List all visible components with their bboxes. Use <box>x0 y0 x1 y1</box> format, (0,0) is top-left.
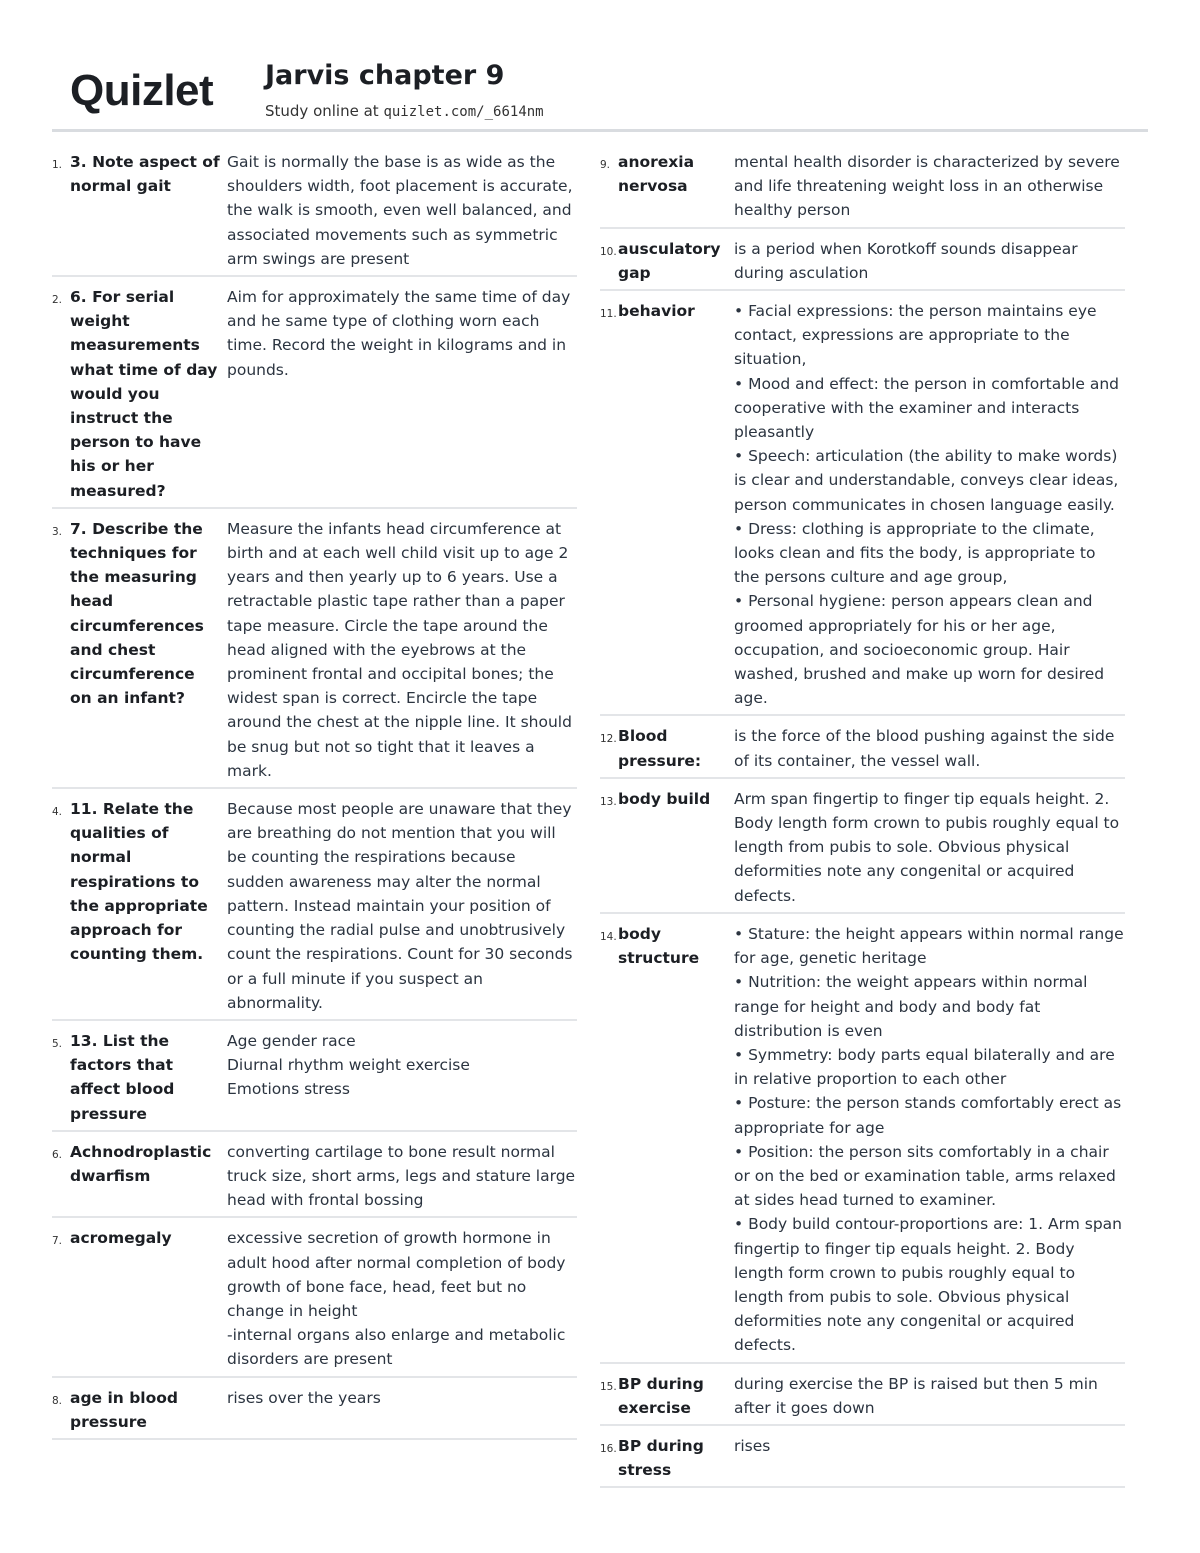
card-number: 1. <box>52 159 63 171</box>
flashcard-row <box>600 722 1125 778</box>
card-definition: rises over the years <box>227 1388 381 1407</box>
card-number: 7. <box>52 1235 63 1248</box>
flashcard-row <box>600 1370 1125 1426</box>
card-definition: is the force of the blood pushing against the side of its container, the vessel wall. <box>734 727 1115 770</box>
left-column <box>52 148 577 1446</box>
flashcard-row <box>52 1384 577 1440</box>
card-definition: is a period when Korotkoff sounds disappear during asculation <box>734 239 1078 282</box>
subtitle-prefix: Study online at <box>265 102 384 120</box>
card-definition: Because most people are unaware that they are breathing do not mention that you will be counting the respirations because sudden awareness may alter the normal pattern. Instead maintain your position of counting the radial pulse and unobtrusively count the respirations. Count for 30 seconds or a full minute if you suspect an abnormality. <box>227 800 573 1012</box>
flashcard-row <box>600 1432 1125 1488</box>
card-term: Blood pressure: <box>618 727 702 770</box>
set-url-link[interactable]: quizlet.com/_6614nm <box>383 104 544 120</box>
flashcard-row <box>52 795 577 1021</box>
card-term: 6. For serial weight measurements what time of day would you instruct the person to have his or her measured? <box>70 288 218 500</box>
card-term: 13. List the factors that affect blood pressure <box>70 1031 175 1123</box>
card-definition: excessive secretion of growth hormone in adult hood after normal completion of body growth of bone face, head, feet but no change in height -internal organs also enlarge and metabolic disorders are present <box>227 1229 566 1369</box>
card-number: 10. <box>600 245 617 258</box>
card-definition: • Stature: the height appears within normal range for age, genetic heritage • Nutrition: the weight appears within normal range for height and body and body fat distribution is even • Symmetry: body parts equal bilaterally and are in relative proportion to each other • Posture: the person stands comfortably erect as appropriate for age • Position: the person sits comfortably in a chair or on the bed or examination table, arms relaxed at sides head turned to examiner. • Body build contour-proportions are: 1. Arm span fingertip to finger tip equals height. 2. Body length form crown to pubis roughly equal to length from pubis to sole. Obvious physical deformities note any congenital or acquired defects. <box>734 924 1124 1355</box>
page-header <box>70 58 1150 128</box>
card-number: 16. <box>600 1442 617 1455</box>
right-column <box>600 148 1125 1494</box>
card-term: age in blood pressure <box>70 1388 179 1431</box>
flashcard-row <box>52 515 577 789</box>
flashcard-row <box>600 148 1125 229</box>
card-number: 4. <box>52 806 63 819</box>
flashcard-row <box>52 1224 577 1377</box>
card-number: 3. <box>52 525 63 538</box>
flashcard-row <box>600 785 1125 914</box>
card-definition: mental health disorder is characterized by severe and life threatening weight loss in an otherwise healthy person <box>734 153 1120 220</box>
card-term: body build <box>618 789 711 808</box>
card-term: BP during exercise <box>618 1374 704 1417</box>
card-definition: Aim for approximately the same time of day and he same type of clothing worn each time. Record the weight in kilograms and in pounds. <box>227 288 571 379</box>
flashcard-row <box>52 148 577 277</box>
flashcard-row <box>600 297 1125 716</box>
card-definition: • Facial expressions: the person maintains eye contact, expressions are appropriate to the situation, • Mood and effect: the person in comfortable and cooperative with the examiner and interacts pleasantly • Speech: articulation (the ability to make words) is clear and understandable, conveys clear ideas, person communicates in chosen language easily. • Dress: clothing is appropriate to the climate, looks clean and fits the body, is appropriate to the persons culture and age group, • Personal hygiene: person appears clean and groomed appropriately for his or her age, occupation, and socioeconomic group. Hair washed, brushed and make up worn for desired age. <box>734 302 1120 708</box>
card-number: 6. <box>52 1148 63 1161</box>
card-number: 12. <box>600 733 617 746</box>
header-divider <box>52 129 1148 132</box>
card-definition: Age gender race Diurnal rhythm weight exercise Emotions stress <box>227 1031 470 1099</box>
card-definition: rises <box>734 1436 771 1455</box>
flashcard-row <box>600 235 1125 291</box>
flashcard-row <box>52 283 577 509</box>
card-term: BP during stress <box>618 1436 704 1480</box>
card-term: 3. Note aspect of normal gait <box>70 153 220 196</box>
card-term: ausculatory gap <box>618 239 721 282</box>
card-term: Achnodroplastic dwarfism <box>70 1142 212 1185</box>
study-online-line <box>265 102 544 120</box>
card-number: 2. <box>52 294 63 307</box>
card-definition: converting cartilage to bone result normal truck size, short arms, legs and stature large head with frontal bossing <box>227 1142 576 1210</box>
card-term: anorexia nervosa <box>618 153 695 196</box>
card-number: 14. <box>600 930 617 943</box>
card-number: 8. <box>52 1394 63 1407</box>
card-term: acromegaly <box>70 1229 172 1248</box>
flashcard-row <box>600 920 1125 1364</box>
card-definition: Arm span fingertip to finger tip equals height. 2. Body length form crown to pubis roughly equal to length from pubis to sole. Obvious physical deformities note any congenital or acquired defects. <box>734 789 1120 905</box>
card-number: 13. <box>600 795 617 808</box>
card-number: 11. <box>600 308 617 321</box>
set-title: Jarvis chapter 9 <box>265 60 505 91</box>
card-definition: during exercise the BP is raised but then 5 min after it goes down <box>734 1374 1098 1417</box>
card-term: body structure <box>618 924 700 968</box>
card-term: 7. Describe the techniques for the measuring head circumferences and chest circumference on an infant? <box>70 519 204 708</box>
flashcard-row <box>52 1138 577 1219</box>
card-definition: Gait is normally the base is as wide as the shoulders width, foot placement is accurate, the walk is smooth, even well balanced, and associated movements such as symmetric arm swings are present <box>227 153 573 268</box>
quizlet-logo: Quizlet <box>70 66 214 115</box>
card-number: 5. <box>52 1037 63 1050</box>
card-number: 15. <box>600 1380 617 1393</box>
card-term: behavior <box>618 302 695 321</box>
card-term: 11. Relate the qualities of normal respirations to the appropriate approach for counting them. <box>70 800 208 964</box>
flashcard-row <box>52 1027 577 1132</box>
card-definition: Measure the infants head circumference at birth and at each well child visit up to age 2 years and then yearly up to 6 years. Use a retractable plastic tape rather than a paper tape measure. Circle the tape around the head aligned with the eyebrows at the prominent frontal and occipital bones; the widest span is correct. Encircle the tape around the chest at the nipple line. It should be snug but not so tight that it leaves a mark. <box>227 519 572 780</box>
card-number: 9. <box>600 159 611 171</box>
